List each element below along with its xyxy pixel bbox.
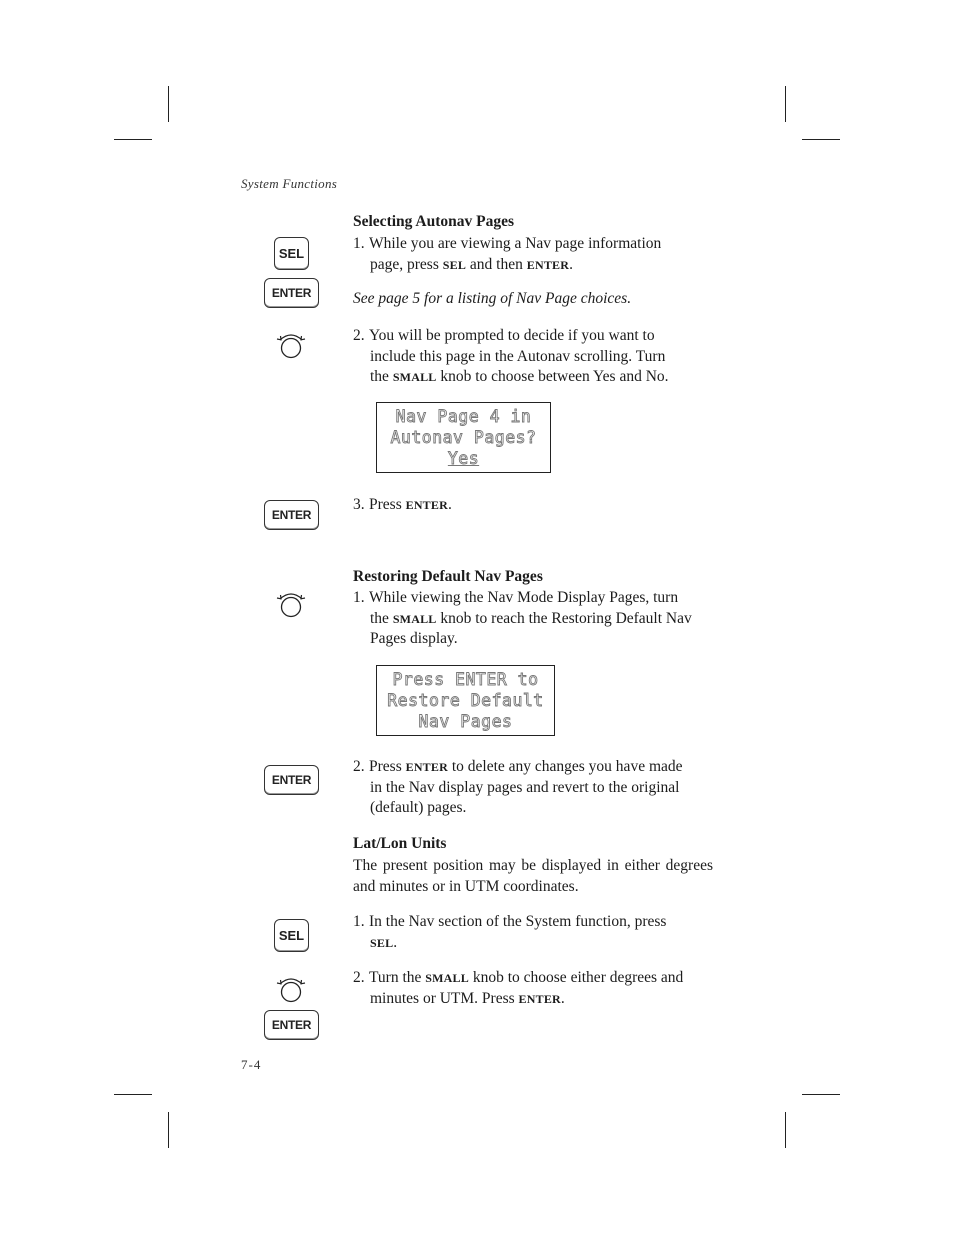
knob-icon [274,590,308,620]
enter-key-icon: ENTER [264,765,319,795]
crop-mark [802,139,840,140]
running-head: System Functions [241,176,338,191]
restore-step-1: 1. While viewing the Nav Mode Display Pages, turn the SMALL knob to reach the Restoring Default Nav Pages display. [353,589,692,647]
see-page-note: See page 5 for a listing of Nav Page choices. [353,290,632,307]
latlon-paragraph: The present position may be displayed in either degrees and minutes or in UTM coordinates. [353,857,713,895]
knob-icon [274,975,308,1005]
sel-key-icon: SEL [274,919,309,952]
crop-mark [168,1112,169,1148]
small-knob-ref: SMALL [392,611,437,626]
section-heading-latlon: Lat/Lon Units [353,835,447,852]
autonav-step-2: 2. You will be prompted to decide if you want to include this page in the Autonav scrolling. Turn the SMALL knob to choose between Yes and No. [353,327,669,385]
sel-key-ref: SEL [370,935,394,950]
section-heading-restore: Restoring Default Nav Pages [353,568,543,585]
lcd-autonav-prompt: Nav Page 4 in Autonav Pages? Yes [376,402,551,473]
small-knob-ref: SMALL [392,370,437,384]
section-heading-autonav: Selecting Autonav Pages [353,213,515,230]
crop-mark [168,86,169,122]
sel-key-ref: SEL [442,257,467,272]
small-knob-ref: SMALL [425,971,469,985]
autonav-step-3: 3. Press ENTER. [353,496,452,513]
enter-key-ref: ENTER [405,760,448,774]
enter-key-icon: ENTER [264,1010,319,1040]
crop-mark [785,1112,786,1148]
crop-mark [114,1094,152,1095]
crop-mark [802,1094,840,1095]
latlon-step-2: 2. Turn the SMALL knob to choose either degrees and minutes or UTM. Press ENTER. [353,969,684,1007]
lcd-restore-prompt: Press ENTER to Restore Default Nav Pages [376,665,555,736]
autonav-step-1: 1. While you are viewing a Nav page information page, press SEL and then ENTER. [353,235,662,273]
restore-step-2: 2. Press ENTER to delete any changes you have made in the Nav display pages and revert to the original (default) pages. [353,758,683,816]
enter-key-icon: ENTER [264,500,319,530]
sel-key-icon: SEL [274,237,309,270]
knob-icon [274,331,308,361]
enter-key-icon: ENTER [264,278,319,308]
enter-key-ref: ENTER [405,498,448,512]
latlon-step-1: 1. In the Nav section of the System function, press SEL. [353,913,667,951]
page-number: 7-4 [241,1057,262,1072]
enter-key-ref: ENTER [518,991,561,1006]
enter-key-ref: ENTER [526,257,570,272]
crop-mark [114,139,152,140]
crop-mark [785,86,786,122]
